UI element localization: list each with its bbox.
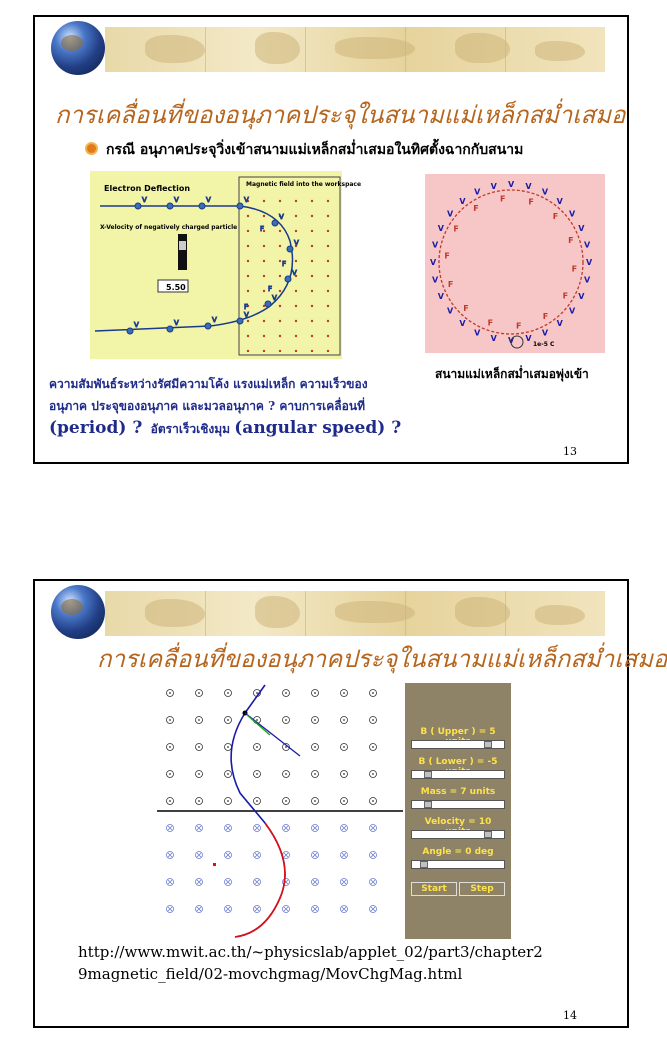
field-dot	[311, 260, 313, 262]
particle-point	[272, 220, 278, 226]
field-out-dot	[285, 692, 287, 694]
field-out-dot	[198, 692, 200, 694]
field-dot	[279, 200, 281, 202]
sim-title: Electron Deflection	[104, 184, 191, 193]
field-in-cross	[313, 880, 317, 884]
force-vector-label: F	[542, 311, 549, 321]
field-out-dot	[285, 773, 287, 775]
velocity-vector-label: V	[541, 328, 549, 338]
field-in-cross	[168, 826, 172, 830]
field-out-dot	[314, 800, 316, 802]
particle-point	[127, 328, 133, 334]
field-dot	[311, 215, 313, 217]
field-in-cross	[197, 853, 201, 857]
field-dot	[311, 335, 313, 337]
force-vector-label: F	[453, 224, 459, 234]
field-in-cross	[284, 826, 288, 830]
particle-point	[199, 203, 205, 209]
world-map-banner	[105, 27, 605, 72]
field-dot	[263, 350, 265, 352]
force-vector	[247, 715, 270, 735]
particle-point	[285, 276, 291, 282]
velocity-vector-label: V	[447, 209, 454, 219]
field-out-dot	[256, 800, 258, 802]
bullet-text: กรณี อนุภาคประจุวิ่งเข้าสนามแม่เหล็กสม่ำเสมอในทิศตั้งฉากกับสนาม	[106, 142, 524, 158]
angle-slider[interactable]	[411, 860, 505, 869]
field-out-dot	[227, 692, 229, 694]
force-vector-label: F	[515, 321, 522, 331]
field-dot	[247, 290, 249, 292]
field-dot	[295, 350, 297, 352]
velocity-vector-label: V	[459, 318, 466, 328]
field-dot	[327, 290, 329, 292]
field-dot	[327, 320, 329, 322]
field-in-cross	[313, 853, 317, 857]
force-vector-label: F	[447, 279, 454, 289]
circular-motion-simulation	[425, 174, 605, 353]
field-dot	[311, 320, 313, 322]
velocity-vector-label: V	[525, 334, 532, 344]
field-out-dot	[372, 719, 374, 721]
velocity-vector-label: V	[586, 258, 593, 267]
field-dot	[327, 275, 329, 277]
velocity-vector-label: V	[174, 196, 179, 204]
velocity-slider-label: X-Velocity of negatively charged particle	[100, 224, 238, 231]
field-out-dot	[169, 746, 171, 748]
field-dot	[327, 305, 329, 307]
velocity-vector-label: V	[437, 291, 444, 301]
field-dot	[295, 290, 297, 292]
slider-thumb[interactable]	[420, 861, 428, 868]
velocity-vector-label: V	[272, 294, 277, 302]
globe-logo	[51, 21, 105, 75]
velocity-vector-label: V	[508, 180, 515, 189]
velocity-vector-label: V	[142, 196, 147, 204]
force-vector-label: F	[244, 303, 249, 311]
start-marker	[213, 863, 216, 866]
velocity-vector-label: V	[431, 275, 439, 285]
field-dot	[247, 215, 249, 217]
field-dot	[327, 350, 329, 352]
deflection-diagram	[90, 171, 362, 359]
slider-thumb[interactable]	[424, 801, 432, 808]
field-dot	[279, 245, 281, 247]
field-dot	[279, 335, 281, 337]
b-lower-slider[interactable]	[411, 770, 505, 779]
field-dot	[311, 305, 313, 307]
field-label: Magnetic field into the workspace	[246, 181, 362, 188]
velocity-vector-label: V	[174, 319, 179, 327]
field-in-cross	[197, 826, 201, 830]
field-in-cross	[342, 880, 346, 884]
velocity-vector-label: V	[474, 328, 481, 338]
url-line-2: 9magnetic_field/02-movchgmag/MovChgMag.html	[78, 965, 463, 983]
field-dot	[311, 245, 313, 247]
field-dot	[311, 200, 313, 202]
para-line-1: ความสัมพันธ์ระหว่างรัศมีความโค้ง แรงแม่เหล็ก ความเร็วของ	[49, 377, 368, 391]
force-vector-label: F	[500, 194, 506, 204]
field-in-cross	[371, 880, 375, 884]
field-dot	[279, 305, 281, 307]
velocity-vector-label: V	[244, 311, 249, 319]
field-in-cross	[284, 853, 288, 857]
applet-url[interactable]	[78, 941, 598, 985]
velocity-vector-label: V	[447, 306, 454, 316]
slider-thumb[interactable]	[424, 771, 432, 778]
para-period: (period) ?	[49, 418, 143, 438]
slide-title: การเคลื่อนที่ของอนุภาคประจุในสนามแม่เหล็กสม่ำเสมอ	[55, 101, 626, 129]
figure-caption: สนามแม่เหล็กสม่ำเสมอพุ่งเข้า	[435, 367, 589, 381]
field-out-dot	[314, 692, 316, 694]
velocity-vector-label: V	[578, 291, 585, 301]
velocity-slider-thumb	[179, 241, 186, 250]
field-dot	[263, 290, 265, 292]
velocity-vector-label: V	[474, 187, 481, 197]
field-dot	[327, 230, 329, 232]
field-in-cross	[313, 907, 317, 911]
field-in-cross	[197, 907, 201, 911]
field-out-dot	[256, 692, 258, 694]
field-in-cross	[371, 826, 375, 830]
velocity-vector-label: V	[584, 275, 591, 285]
field-out-dot	[169, 800, 171, 802]
field-dot	[247, 260, 249, 262]
velocity-vector-label: V	[279, 213, 284, 221]
force-vector-label: F	[268, 285, 273, 293]
field-dot	[247, 350, 249, 352]
mass-slider[interactable]	[411, 800, 505, 809]
slide-title: การเคลื่อนที่ของอนุภาคประจุในสนามแม่เหล็กสม่ำเสมอ	[97, 645, 667, 673]
field-in-cross	[197, 880, 201, 884]
field-in-cross	[226, 880, 230, 884]
field-out-dot	[285, 800, 287, 802]
field-dot	[279, 230, 281, 232]
field-dot	[263, 320, 265, 322]
field-dot	[263, 215, 265, 217]
field-out-dot	[343, 773, 345, 775]
field-in-cross	[255, 880, 259, 884]
field-dot	[263, 260, 265, 262]
field-out-dot	[314, 773, 316, 775]
control-panel	[405, 683, 511, 939]
field-out-dot	[198, 800, 200, 802]
slider-thumb[interactable]	[484, 741, 492, 748]
field-dot	[247, 230, 249, 232]
velocity-vector-label: V	[556, 197, 563, 207]
field-in-cross	[255, 853, 259, 857]
url-line-1: http://www.mwit.ac.th/~physicslab/applet_02/part3/chapter2	[78, 943, 543, 961]
field-dot	[327, 260, 329, 262]
field-out-dot	[343, 719, 345, 721]
field-in-cross	[255, 826, 259, 830]
charge-label: 1e-5 C	[533, 341, 555, 348]
force-vector-label: F	[528, 197, 534, 207]
velocity-vector-label: V	[584, 240, 591, 250]
b-lower-label: B ( Lower ) = -5	[418, 757, 498, 767]
force-vector-label: F	[568, 236, 574, 246]
velocity-vector-label: V	[490, 334, 497, 344]
velocity-vector-label: V	[568, 306, 576, 316]
field-dot	[295, 200, 297, 202]
particle-point	[237, 203, 243, 209]
velocity-vector-label: V	[556, 318, 563, 328]
field-dot	[295, 260, 297, 262]
force-vector-label: F	[473, 204, 479, 214]
field-dot	[263, 275, 265, 277]
velocity-vector-label: V	[578, 224, 585, 234]
page-number: 13	[563, 445, 577, 458]
field-out-dot	[198, 719, 200, 721]
force-vector-label: F	[444, 251, 450, 261]
field-dot	[327, 200, 329, 202]
field-dot	[263, 200, 265, 202]
field-in-cross	[342, 853, 346, 857]
field-in-cross	[168, 880, 172, 884]
field-dot	[279, 350, 281, 352]
field-dot	[295, 230, 297, 232]
field-out-dot	[227, 773, 229, 775]
velocity-vector-label: V	[134, 321, 139, 329]
field-out-dot	[372, 773, 374, 775]
force-vector-label: F	[562, 291, 569, 301]
field-dot	[327, 215, 329, 217]
field-out-dot	[372, 746, 374, 748]
velocity-vector-label: V	[431, 240, 439, 250]
particle-point	[135, 203, 141, 209]
velocity-slider	[178, 234, 187, 270]
velocity-vector-label: V	[459, 197, 466, 207]
particle-point	[167, 203, 173, 209]
globe-logo	[51, 585, 105, 639]
force-vector-label: F	[282, 260, 287, 268]
field-out-dot	[169, 773, 171, 775]
field-out-dot	[314, 719, 316, 721]
field-out-dot	[343, 692, 345, 694]
velocity-vector	[245, 713, 300, 756]
particle-point	[237, 318, 243, 324]
field-out-dot	[227, 746, 229, 748]
force-vector-label: F	[487, 318, 494, 328]
field-in-cross	[226, 826, 230, 830]
field-dot	[311, 230, 313, 232]
field-region	[239, 177, 340, 355]
field-dot	[327, 335, 329, 337]
velocity-vector-label: V	[490, 181, 497, 191]
velocity-label: Velocity = 10	[424, 817, 492, 827]
field-dot	[327, 245, 329, 247]
step-button[interactable]: Step	[459, 882, 505, 896]
field-dot	[295, 215, 297, 217]
page-number: 14	[563, 1009, 577, 1022]
velocity-vector-label: V	[541, 187, 549, 197]
para-angular: อัตราเร็วเชิงมุม	[150, 422, 231, 436]
field-dot	[279, 260, 281, 262]
field-diagram	[155, 683, 405, 939]
field-in-cross	[342, 907, 346, 911]
world-map-banner	[105, 591, 605, 636]
field-in-cross	[255, 907, 259, 911]
velocity-vector-label: V	[244, 196, 249, 204]
bullet-icon	[85, 142, 98, 155]
velocity-vector-label: V	[294, 239, 299, 247]
electron-deflection-simulation	[90, 171, 362, 359]
slide-14	[33, 579, 667, 1028]
field-dot	[263, 245, 265, 247]
field-out-dot	[372, 800, 374, 802]
field-dot	[295, 305, 297, 307]
field-dot	[279, 290, 281, 292]
field-dot	[295, 335, 297, 337]
particle-point	[287, 246, 293, 252]
velocity-vector-label: V	[508, 336, 515, 345]
field-dot	[279, 320, 281, 322]
field-dot	[247, 275, 249, 277]
field-out-dot	[372, 692, 374, 694]
force-vector-label: F	[571, 264, 578, 274]
field-out-dot	[169, 692, 171, 694]
b-upper-label: B ( Upper ) = 5	[420, 727, 496, 737]
field-in-cross	[313, 826, 317, 830]
field-in-cross	[226, 907, 230, 911]
slider-thumb[interactable]	[484, 831, 492, 838]
particle-point	[205, 323, 211, 329]
circle-diagram	[425, 174, 605, 353]
field-in-cross	[168, 907, 172, 911]
field-out-dot	[227, 800, 229, 802]
particle-point	[167, 326, 173, 332]
field-dot	[279, 275, 281, 277]
field-dot	[247, 320, 249, 322]
field-out-dot	[227, 719, 229, 721]
force-vector-label: F	[552, 212, 559, 222]
force-vector-label: F	[260, 225, 265, 233]
angle-label: Angle = 0 deg	[422, 847, 494, 857]
field-in-cross	[284, 907, 288, 911]
force-vector-label: F	[463, 303, 469, 313]
field-out-dot	[343, 800, 345, 802]
field-out-dot	[314, 746, 316, 748]
mass-label: Mass = 7 units	[420, 787, 496, 797]
velocity-value: 5.50	[166, 283, 186, 292]
velocity-vector-label: V	[525, 181, 532, 191]
field-in-cross	[371, 907, 375, 911]
velocity-vector-label: V	[437, 224, 444, 234]
question-paragraph	[49, 373, 419, 440]
b-upper-slider[interactable]	[411, 740, 505, 749]
field-in-cross	[371, 853, 375, 857]
field-dot	[311, 275, 313, 277]
field-out-dot	[169, 719, 171, 721]
field-out-dot	[343, 746, 345, 748]
field-dot	[295, 320, 297, 322]
particle-point	[265, 301, 271, 307]
slide-13	[33, 15, 629, 464]
para-line-2: อนุภาค ประจุของอนุภาค และมวลอนุภาค ? คาบการเคลื่อนที่	[49, 399, 365, 413]
field-dot	[311, 350, 313, 352]
velocity-slider[interactable]	[411, 830, 505, 839]
bullet-point	[85, 139, 523, 161]
field-in-cross	[168, 853, 172, 857]
field-out-dot	[285, 719, 287, 721]
field-dot	[247, 335, 249, 337]
field-out-dot	[198, 773, 200, 775]
field-dot	[311, 290, 313, 292]
para-angular-en: (angular speed) ?	[234, 418, 402, 438]
field-dot	[247, 245, 249, 247]
velocity-vector-label: V	[430, 258, 437, 267]
velocity-vector-label: V	[212, 316, 217, 324]
field-out-dot	[198, 746, 200, 748]
field-in-cross	[342, 826, 346, 830]
field-in-cross	[226, 853, 230, 857]
field-out-dot	[256, 773, 258, 775]
field-dot	[263, 335, 265, 337]
field-out-dot	[256, 746, 258, 748]
field-out-dot	[256, 719, 258, 721]
velocity-vector-label: V	[568, 209, 576, 219]
velocity-vector-label: V	[292, 269, 297, 277]
start-button[interactable]: Start	[411, 882, 457, 896]
velocity-vector-label: V	[206, 196, 211, 204]
